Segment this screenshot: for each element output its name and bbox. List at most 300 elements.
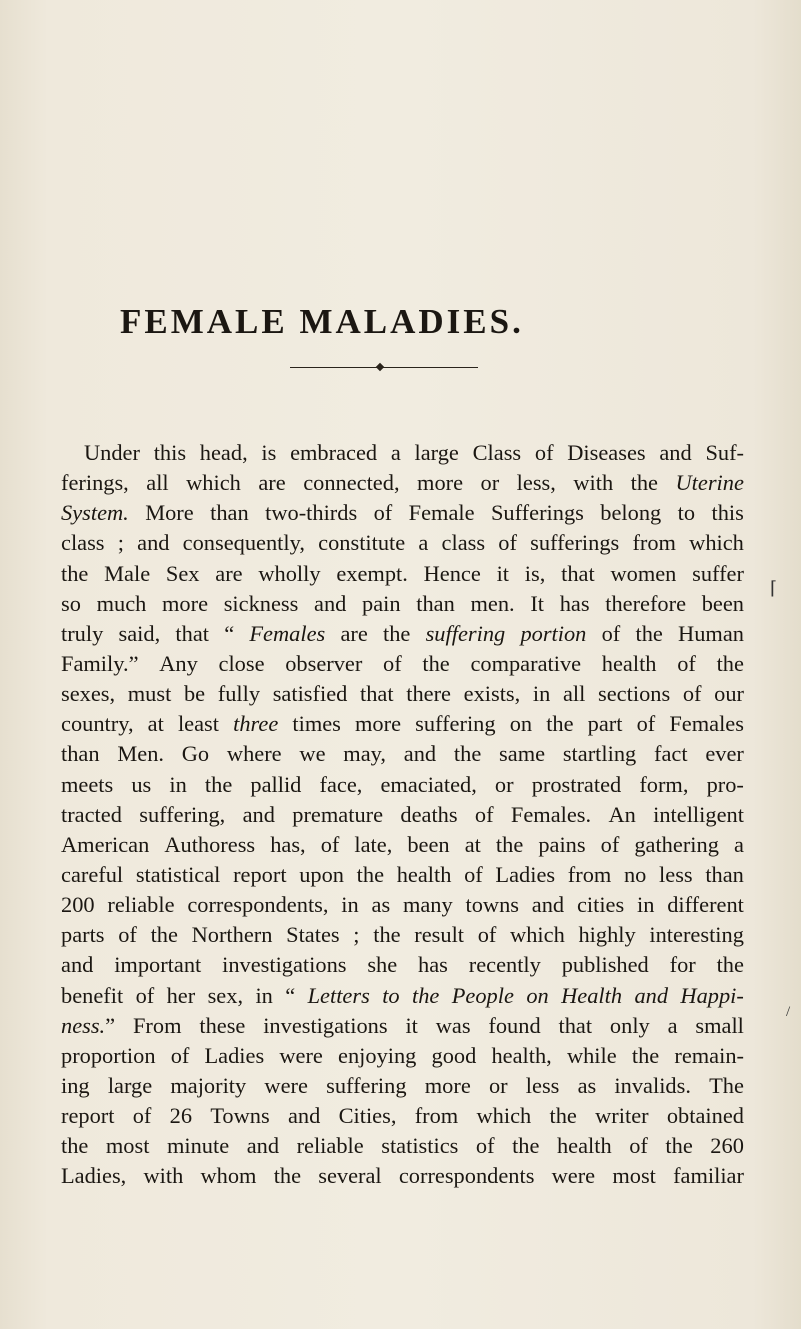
word: a [733, 831, 744, 857]
word: statistics [381, 1133, 459, 1159]
word: proportion [61, 1042, 156, 1068]
word: constitute [318, 530, 406, 556]
text-line [61, 1101, 744, 1131]
word: startling [562, 741, 637, 767]
word: cities [576, 892, 625, 918]
word: there [406, 681, 451, 707]
word: that [360, 681, 394, 707]
word: of [534, 440, 554, 465]
word: class [441, 530, 486, 556]
word: health [396, 861, 452, 887]
word: the [716, 650, 744, 676]
word: belong [600, 500, 662, 526]
word: Diseases [567, 440, 646, 465]
word: on [509, 711, 533, 737]
word: statistical [135, 861, 221, 887]
word: she [367, 952, 398, 978]
word: found [488, 1012, 541, 1038]
word: suffering [425, 620, 506, 646]
word: large [414, 440, 459, 465]
word: investigations [263, 1012, 388, 1038]
word: of [373, 500, 393, 526]
word: suffering [326, 1072, 407, 1098]
word: Any [159, 650, 198, 676]
word: less [659, 861, 693, 887]
word: observer [285, 650, 363, 676]
word: health [601, 650, 657, 676]
text-line [61, 438, 744, 468]
word: the [630, 470, 658, 496]
word: the [631, 1042, 660, 1068]
word: no [623, 861, 647, 887]
word: of [320, 831, 340, 857]
word: correspondents [398, 1163, 535, 1189]
word: less, [516, 470, 556, 496]
word: this [153, 440, 187, 465]
word: Letters [307, 982, 370, 1008]
word: of [600, 831, 620, 857]
word: sickness [223, 590, 299, 616]
word: Northern [191, 922, 273, 948]
word: are [340, 620, 368, 646]
word: consequently, [182, 530, 305, 556]
page-title: FEMALE MALADIES. [120, 302, 524, 341]
text-line [61, 709, 744, 739]
word: exists, [463, 681, 521, 707]
word: ness.” [61, 1012, 116, 1038]
word: Ladies [204, 1042, 265, 1068]
word: Class [472, 440, 522, 465]
word: It [530, 590, 545, 616]
word: so [61, 590, 81, 616]
word: form, [639, 771, 689, 797]
word: as [371, 892, 391, 918]
word: intelligent [653, 801, 744, 827]
word: Family.” [61, 650, 139, 676]
word: Men. [117, 741, 164, 767]
word: least [177, 711, 219, 737]
word: More [145, 500, 194, 526]
word: pro- [706, 771, 744, 797]
word: Uterine [675, 470, 744, 496]
text-line [61, 619, 744, 649]
word: it [496, 560, 510, 586]
word: pallid [250, 771, 302, 797]
word: Ladies [495, 861, 556, 887]
word: country, [61, 711, 134, 737]
word: of [601, 620, 621, 646]
word: the [716, 952, 744, 978]
word: her [166, 982, 196, 1008]
word: of [498, 530, 517, 556]
word: Under [84, 440, 140, 465]
word: upon [299, 861, 344, 887]
word: our [714, 681, 744, 707]
word: sections [598, 681, 671, 707]
word: ; [353, 922, 360, 948]
text-line [61, 770, 744, 800]
word: most [612, 1163, 656, 1189]
word: majority [170, 1072, 247, 1098]
word: and [531, 892, 565, 918]
word: whom [200, 1163, 257, 1189]
word: reliable [107, 892, 175, 918]
text-line [61, 468, 744, 498]
word: close [218, 650, 265, 676]
word: on [526, 982, 549, 1008]
word: the [356, 861, 385, 887]
word: much [96, 590, 147, 616]
word: Females [249, 620, 326, 646]
text-line [61, 649, 744, 679]
word: more [162, 590, 209, 616]
word: States [286, 922, 340, 948]
word: was [435, 1012, 471, 1038]
word: face, [319, 771, 363, 797]
word: has, [270, 831, 306, 857]
word: careful [61, 861, 124, 887]
word: exempt. [336, 560, 408, 586]
word: deaths [400, 801, 458, 827]
word: prostrated [531, 771, 622, 797]
word: or [488, 1072, 508, 1098]
word: part [587, 711, 623, 737]
word: more [355, 711, 402, 737]
word: with [143, 1163, 184, 1189]
word: is [261, 440, 277, 465]
word: a [418, 530, 429, 556]
word: of [118, 922, 137, 948]
word: Suf- [705, 440, 744, 465]
word: this [711, 500, 744, 526]
word: tracted [61, 801, 122, 827]
word: of [383, 650, 402, 676]
word: towns [465, 892, 519, 918]
word: important [114, 952, 202, 978]
word: of [132, 1103, 152, 1129]
word: suffering [415, 711, 496, 737]
word: late, [354, 831, 393, 857]
word: than [61, 741, 100, 767]
word: more [424, 1072, 471, 1098]
word: a [390, 440, 401, 465]
word: benefit [61, 982, 124, 1008]
word: than [416, 590, 455, 616]
word: from [567, 861, 612, 887]
word: most [105, 1133, 150, 1159]
word: that [561, 560, 595, 586]
word: the [549, 1103, 577, 1129]
word: which [476, 1103, 532, 1129]
word: and [634, 982, 669, 1008]
word: satisfied [272, 681, 348, 707]
text-line [61, 1161, 744, 1191]
word: good [431, 1042, 477, 1068]
word: Towns [210, 1103, 270, 1129]
text-line [61, 830, 744, 860]
word: and [314, 590, 347, 616]
word: all [562, 681, 586, 707]
word: in [169, 771, 187, 797]
word: of [464, 861, 483, 887]
word: small [695, 1012, 744, 1038]
word: People [451, 982, 514, 1008]
word: 200 [61, 892, 95, 918]
word: premature [292, 801, 384, 827]
word: Females [669, 711, 744, 737]
word: of [474, 801, 494, 827]
word: of [636, 711, 656, 737]
word: Females. [510, 801, 592, 827]
text-line [61, 559, 744, 589]
word: remain- [674, 1042, 744, 1068]
word: as [577, 1072, 597, 1098]
word: “ [285, 982, 296, 1008]
word: result [414, 922, 465, 948]
word: therefore [605, 590, 687, 616]
word: ing [61, 1072, 90, 1098]
word: are [258, 470, 286, 496]
word: truly [61, 620, 104, 646]
text-line [61, 1131, 744, 1161]
word: health, [491, 1042, 552, 1068]
text-line [61, 1011, 744, 1041]
word: ; [117, 530, 124, 556]
word: Health [561, 982, 623, 1008]
word: the [412, 982, 440, 1008]
word: and [246, 1133, 280, 1159]
word: enjoying [338, 1042, 417, 1068]
word: while [566, 1042, 617, 1068]
word: Authoress [164, 831, 256, 857]
body-paragraph [61, 438, 744, 1192]
word: of [677, 650, 696, 676]
word: 260 [710, 1133, 744, 1159]
word: Sex [165, 560, 200, 586]
word: meets [61, 771, 114, 797]
word: emaciated, [380, 771, 477, 797]
word: familiar [673, 1163, 744, 1189]
word: highly [578, 922, 636, 948]
word: is, [524, 560, 546, 586]
text-line [61, 920, 744, 950]
text-line [61, 950, 744, 980]
word: recently [468, 952, 541, 978]
word: correspondents, [187, 892, 329, 918]
word: the [273, 1163, 302, 1189]
word: of [170, 1042, 190, 1068]
word: to [382, 982, 400, 1008]
word: investigations [222, 952, 347, 978]
text-line [61, 890, 744, 920]
word: than [210, 500, 249, 526]
text-line [61, 981, 744, 1011]
word: to [677, 500, 696, 526]
word: different [667, 892, 744, 918]
word: and [61, 952, 94, 978]
word: writer [595, 1103, 649, 1129]
word: the [204, 771, 233, 797]
word: suffer [692, 560, 744, 586]
word: the [383, 620, 411, 646]
word: were [551, 1163, 596, 1189]
word: head, [199, 440, 248, 465]
word: Go [181, 741, 210, 767]
word: which [186, 470, 241, 496]
word: two-thirds [265, 500, 358, 526]
word: more [417, 470, 464, 496]
word: Sufferings [490, 500, 584, 526]
text-line [61, 800, 744, 830]
text-line [61, 739, 744, 769]
word: From [132, 1012, 182, 1038]
word: the [635, 620, 663, 646]
word: must [127, 681, 172, 707]
word: been [701, 590, 744, 616]
word: that [558, 1012, 593, 1038]
word: the [453, 741, 482, 767]
word: report [61, 1103, 115, 1129]
word: 26 [169, 1103, 193, 1129]
text-line [61, 498, 744, 528]
word: American [61, 831, 150, 857]
word: us [131, 771, 152, 797]
word: of [135, 982, 155, 1008]
word: women [610, 560, 677, 586]
word: An [608, 801, 636, 827]
word: of [477, 922, 497, 948]
word: a [667, 1012, 678, 1038]
word: of [629, 1133, 648, 1159]
word: gathering [634, 831, 719, 857]
word: been [407, 831, 450, 857]
word: sexes, [61, 681, 116, 707]
word: than [705, 861, 744, 887]
word: in [255, 982, 273, 1008]
word: wholly [258, 560, 321, 586]
word: invalids. [614, 1072, 691, 1098]
text-line [61, 679, 744, 709]
word: Human [678, 620, 744, 646]
word: parts [61, 922, 105, 948]
word: less [525, 1072, 560, 1098]
word: of [682, 681, 702, 707]
word: of [475, 1133, 495, 1159]
text-line [61, 1041, 744, 1071]
word: and [659, 440, 692, 465]
text-line [61, 589, 744, 619]
word: that [175, 620, 209, 646]
word: where [226, 741, 282, 767]
word: for [669, 952, 696, 978]
word: and [137, 530, 170, 556]
word: pain [362, 590, 401, 616]
word: and [242, 801, 275, 827]
word: all [146, 470, 169, 496]
word: Cities, [338, 1103, 397, 1129]
word: the [373, 922, 401, 948]
text-line [61, 860, 744, 890]
word: at [147, 711, 164, 737]
word: has [418, 952, 448, 978]
word: several [318, 1163, 382, 1189]
word: were [264, 1072, 308, 1098]
word: in [341, 892, 359, 918]
word: we [299, 741, 326, 767]
word: published [561, 952, 649, 978]
word: minute [166, 1133, 230, 1159]
word: Female [408, 500, 475, 526]
word: the [422, 650, 450, 676]
word: three [233, 711, 279, 737]
word: and [287, 1103, 321, 1129]
margin-pencil-mark: ⌈ [770, 578, 778, 598]
word: has [559, 590, 590, 616]
word: large [107, 1072, 153, 1098]
word: these [199, 1012, 246, 1038]
word: with [573, 470, 614, 496]
word: the [512, 1133, 540, 1159]
text-line [61, 1071, 744, 1101]
word: Happi- [680, 982, 744, 1008]
word: the [150, 922, 178, 948]
word: from [414, 1103, 459, 1129]
word: the [665, 1133, 693, 1159]
word: the [546, 711, 574, 737]
word: fact [654, 741, 688, 767]
word: reliable [296, 1133, 364, 1159]
word: fully [217, 681, 261, 707]
word: be [183, 681, 206, 707]
word: Hence [423, 560, 481, 586]
word: same [499, 741, 546, 767]
word: are [215, 560, 243, 586]
word: obtained [666, 1103, 744, 1129]
word: “ [224, 620, 235, 646]
word: ever [705, 741, 744, 767]
word: sex, [207, 982, 244, 1008]
word: the [61, 1133, 89, 1159]
word: times [292, 711, 341, 737]
word: or [480, 470, 500, 496]
word: in [637, 892, 655, 918]
word: health [556, 1133, 612, 1159]
word: were [279, 1042, 323, 1068]
word: class [61, 530, 105, 556]
word: from [632, 530, 676, 556]
word: ferings, [61, 470, 129, 496]
word: embraced [290, 440, 378, 465]
word: Male [104, 560, 151, 586]
word: sufferings [530, 530, 620, 556]
word: comparative [470, 650, 582, 676]
word: many [402, 892, 453, 918]
word: which [689, 530, 744, 556]
word: or [494, 771, 514, 797]
word: interesting [649, 922, 744, 948]
word: and [403, 741, 437, 767]
word: it [405, 1012, 418, 1038]
word: which [510, 922, 565, 948]
word: System. [61, 500, 129, 526]
word: report [233, 861, 287, 887]
word: The [709, 1072, 744, 1098]
margin-pencil-mark: / [786, 1004, 791, 1020]
word: men. [470, 590, 515, 616]
word: suffering, [139, 801, 226, 827]
word: Ladies, [61, 1163, 127, 1189]
word: only [609, 1012, 650, 1038]
